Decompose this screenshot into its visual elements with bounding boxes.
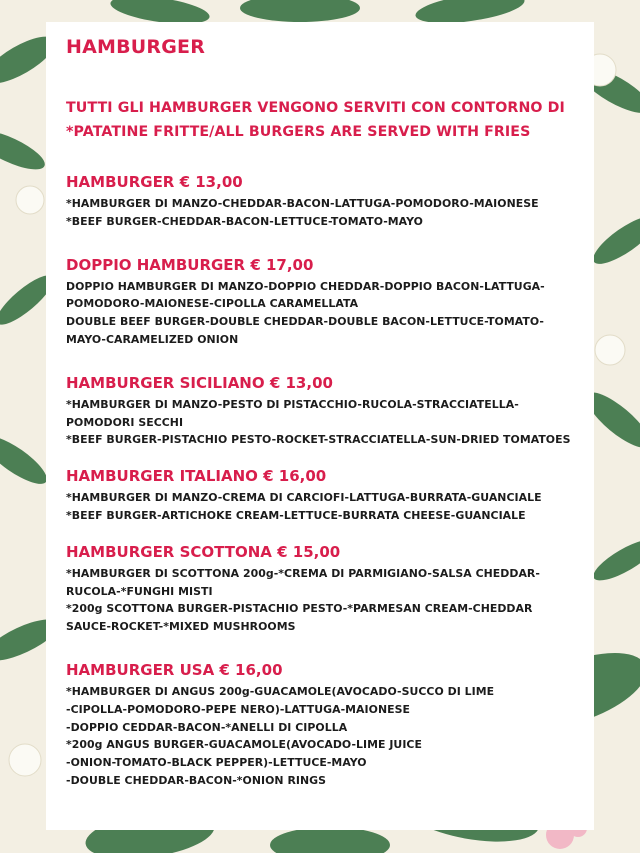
menu-item: [66, 172, 574, 231]
menu-item-description: DOPPIO HAMBURGER DI MANZO-DOPPIO CHEDDAR-DOPPIO BACON-LATTUGA- POMODORO-MAIONESE-CIPOLLA CARAMELLATA DOUBLE BEEF BURGER-DOUBLE CHEDDAR-DOUBLE BACON-LETTUCE-TOMATO- MAYO-CARAMELIZED ONION: [66, 279, 545, 346]
menu-item-title: HAMBURGER SICILIANO € 13,00: [66, 373, 333, 392]
menu-item-description: *HAMBURGER DI ANGUS 200g-GUACAMOLE(AVOCADO-SUCCO DI LIME -CIPOLLA-POMODORO-PEPE NERO)-LATTUGA-MAIONESE -DOPPIO CEDDAR-BACON-*ANELLI DI CIPOLLA *200g ANGUS BURGER-GUACAMOLE(AVOCADO-LIME JUICE -ONION-TOMATO-BLACK PEPPER)-LETTUCE-MAYO -DOUBLE CHEDDAR-BACON-*ONION RINGS: [66, 684, 495, 787]
menu-item: [66, 542, 574, 636]
page-title: HAMBURGER: [66, 36, 206, 58]
menu-item-title: HAMBURGER USA € 16,00: [66, 660, 283, 679]
menu-item-description: *HAMBURGER DI MANZO-PESTO DI PISTACCHIO-RUCOLA-STRACCIATELLA- POMODORI SECCHI *BEEF BURGER-PISTACHIO PESTO-ROCKET-STRACCIATELLA-SUN-DRIED TOMATOES: [66, 397, 571, 447]
menu-item-title: DOPPIO HAMBURGER € 17,00: [66, 255, 314, 274]
menu-item-description: *HAMBURGER DI MANZO-CREMA DI CARCIOFI-LATTUGA-BURRATA-GUANCIALE *BEEF BURGER-ARTICHOKE CREAM-LETTUCE-BURRATA CHEESE-GUANCIALE: [66, 491, 542, 522]
menu-item: [66, 255, 574, 349]
menu-item-description: *HAMBURGER DI SCOTTONA 200g-*CREMA DI PARMIGIANO-SALSA CHEDDAR- RUCOLA-*FUNGHI MISTI *200g SCOTTONA BURGER-PISTACHIO PESTO-*PARMESAN CREAM-CHEDDAR SAUCE-ROCKET-*MIXED MUSHROOMS: [66, 566, 540, 634]
menu-item: [66, 466, 574, 525]
menu-item: [66, 373, 574, 449]
menu-item-title: HAMBURGER SCOTTONA € 15,00: [66, 542, 341, 561]
menu-item-description: *HAMBURGER DI MANZO-CHEDDAR-BACON-LATTUGA-POMODORO-MAIONESE *BEEF BURGER-CHEDDAR-BACON-LETTUCE-TOMATO-MAYO: [66, 197, 539, 228]
menu-intro: TUTTI GLI HAMBURGER VENGONO SERVITI CON CONTORNO DI *PATATINE FRITTE/ALL BURGERS ARE SERVED WITH FRIES: [66, 100, 565, 140]
menu-card: [46, 22, 594, 830]
menu-item-title: HAMBURGER ITALIANO € 16,00: [66, 467, 327, 486]
menu-item: [66, 660, 574, 790]
menu-item-title: HAMBURGER € 13,00: [66, 173, 243, 191]
